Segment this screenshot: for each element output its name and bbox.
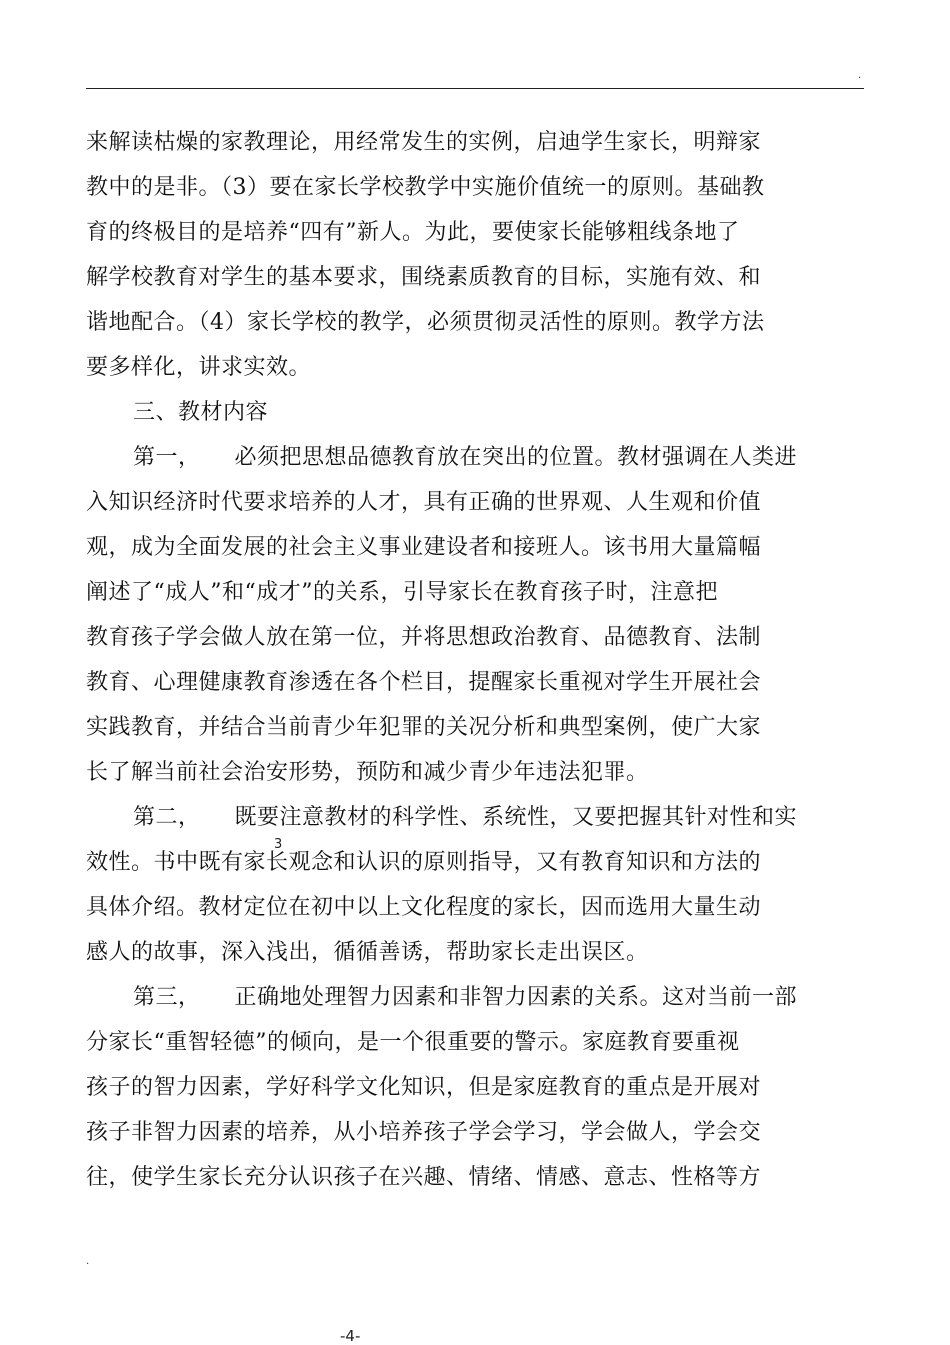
page-number: -4-: [340, 1327, 361, 1345]
point-2-text: 既要注意教材的科学性、系统性，又要把握其针对性和实: [234, 805, 798, 830]
header-dot: .: [858, 70, 862, 81]
point-3-label: 第三，: [133, 985, 201, 1010]
paragraph-line: 效性。书中既有家长观念和认识的原则指导，又有教育知识和方法的: [86, 850, 762, 875]
point-3-text: 正确地处理智力因素和非智力因素的关系。这对当前一部: [234, 985, 798, 1010]
paragraph-line: 实践教育，并结合当前青少年犯罪的关况分析和典型案例，使广大家: [86, 715, 762, 740]
paragraph-line: 谐地配合。（4）家长学校的教学，必须贯彻灵活性的原则。教学方法: [86, 310, 765, 335]
point-1-text: 必须把思想品德教育放在突出的位置。教材强调在人类进: [234, 445, 798, 470]
paragraph-line: 长了解当前社会治安形势，预防和减少青少年违法犯罪。: [86, 760, 649, 785]
paragraph-line: 观，成为全面发展的社会主义事业建设者和接班人。该书用大量篇幅: [86, 535, 762, 560]
point-1-label: 第一，: [133, 445, 201, 470]
point-2-first-line: [133, 803, 933, 833]
paragraph-line: 孩子非智力因素的培养，从小培养孩子学会学习，学会做人，学会交: [86, 1120, 762, 1145]
header-rule: [86, 88, 864, 89]
point-3-first-line: [133, 983, 933, 1013]
stray-mark: 3: [274, 837, 283, 852]
paragraph-line: 育的终极目的是培养“四有”新人。为此，要使家长能够粗线条地了: [86, 220, 740, 245]
paragraph-line: 感人的故事，深入浅出，循循善诱，帮助家长走出误区。: [86, 940, 649, 965]
paragraph-line: 入知识经济时代要求培养的人才，具有正确的世界观、人生观和价值: [86, 490, 762, 515]
paragraph-line: 教中的是非。（3）要在家长学校教学中实施价值统一的原则。基础教: [86, 175, 765, 200]
paragraph-line: 教育、心理健康教育渗透在各个栏目，提醒家长重视对学生开展社会: [86, 670, 762, 695]
paragraph-line: 具体介绍。教材定位在初中以上文化程度的家长，因而选用大量生动: [86, 895, 762, 920]
point-1-first-line: [133, 443, 933, 473]
paragraph-line: 解学校教育对学生的基本要求，围绕素质教育的目标，实施有效、和: [86, 265, 762, 290]
paragraph-line: 分家长“重智轻德”的倾向，是一个很重要的警示。家庭教育要重视: [86, 1030, 740, 1055]
paragraph-line: 孩子的智力因素，学好科学文化知识，但是家庭教育的重点是开展对: [86, 1075, 762, 1100]
section-heading: 三、教材内容: [133, 400, 269, 425]
paragraph-line: 阐述了“成人”和“成才”的关系，引导家长在教育孩子时，注意把: [86, 580, 718, 605]
point-2-label: 第二，: [133, 805, 201, 830]
paragraph-line: 来解读枯燥的家教理论，用经常发生的实例，启迪学生家长，明辩家: [86, 130, 762, 155]
paragraph-line: 要多样化，讲求实效。: [86, 355, 312, 380]
footer-dot: .: [86, 1256, 90, 1267]
paragraph-line: 往，使学生家长充分认识孩子在兴趣、情绪、情感、意志、性格等方: [86, 1165, 762, 1190]
paragraph-line: 教育孩子学会做人放在第一位，并将思想政治教育、品德教育、法制: [86, 625, 762, 650]
